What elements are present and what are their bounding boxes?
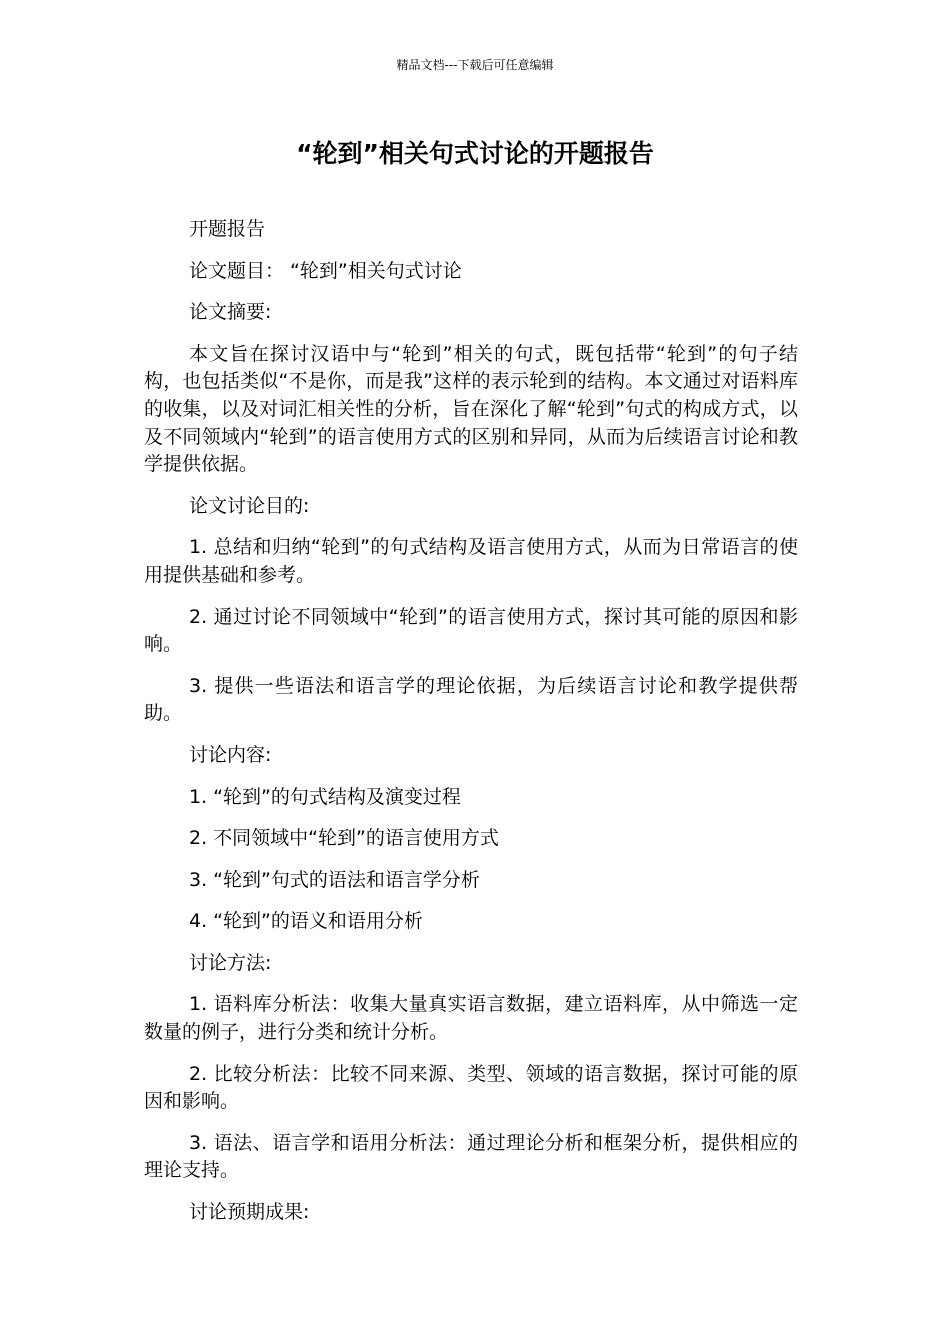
heading-research-purpose: 论文讨论目的: xyxy=(189,494,310,517)
abstract-paragraph: 本文旨在探讨汉语中与“轮到”相关的句式，既包括带“轮到”的句子结构，也包括类似“不是你，而是我”这样的表示轮到的结构。本文通过对语料库的收集，以及对词汇相关性的分析，旨在深化了解“轮到”句式的构成方式，以及不同领域内“轮到”的语言使用方式的区别和异同，从而为后续语言讨论和教学提供依据。 xyxy=(144,342,798,476)
content-item-1: 1. “轮到”的句式结构及演变过程 xyxy=(189,785,461,808)
document-title: “轮到”相关句式讨论的开题报告 xyxy=(296,139,654,168)
content-item-4: 4. “轮到”的语义和语用分析 xyxy=(189,910,423,933)
heading-abstract: 论文摘要: xyxy=(189,301,272,324)
method-item-3: 3. 语法、语言学和语用分析法：通过理论分析和框架分析，提供相应的理论支持。 xyxy=(144,1131,798,1182)
heading-research-content: 讨论内容: xyxy=(189,743,272,766)
purpose-item-1: 1. 总结和归纳“轮到”的句式结构及语言使用方式，从而为日常语言的使用提供基础和参考。 xyxy=(144,536,798,586)
purpose-item-3: 3. 提供一些语法和语言学的理论依据，为后续语言讨论和教学提供帮助。 xyxy=(144,674,798,725)
method-item-2: 2. 比较分析法：比较不同来源、类型、领域的语言数据，探讨可能的原因和影响。 xyxy=(144,1062,798,1113)
content-item-3: 3. “轮到”句式的语法和语言学分析 xyxy=(189,868,480,891)
purpose-item-2: 2. 通过讨论不同领域中“轮到”的语言使用方式，探讨其可能的原因和影响。 xyxy=(144,605,798,656)
document-body xyxy=(144,216,798,1241)
method-item-1: 1. 语料库分析法：收集大量真实语言数据，建立语料库，从中筛选一定数量的例子，进行分类和统计分析。 xyxy=(144,993,798,1044)
thesis-title-line: 论文题目： “轮到”相关句式讨论 xyxy=(189,259,462,282)
heading-proposal-report: 开题报告 xyxy=(189,218,266,240)
heading-research-methods: 讨论方法: xyxy=(189,951,272,974)
content-item-2: 2. 不同领域中“轮到”的语言使用方式 xyxy=(189,827,499,850)
header-note: 精品文档---下载后可任意编辑 xyxy=(396,58,554,72)
heading-expected-results: 讨论预期成果: xyxy=(189,1201,310,1224)
